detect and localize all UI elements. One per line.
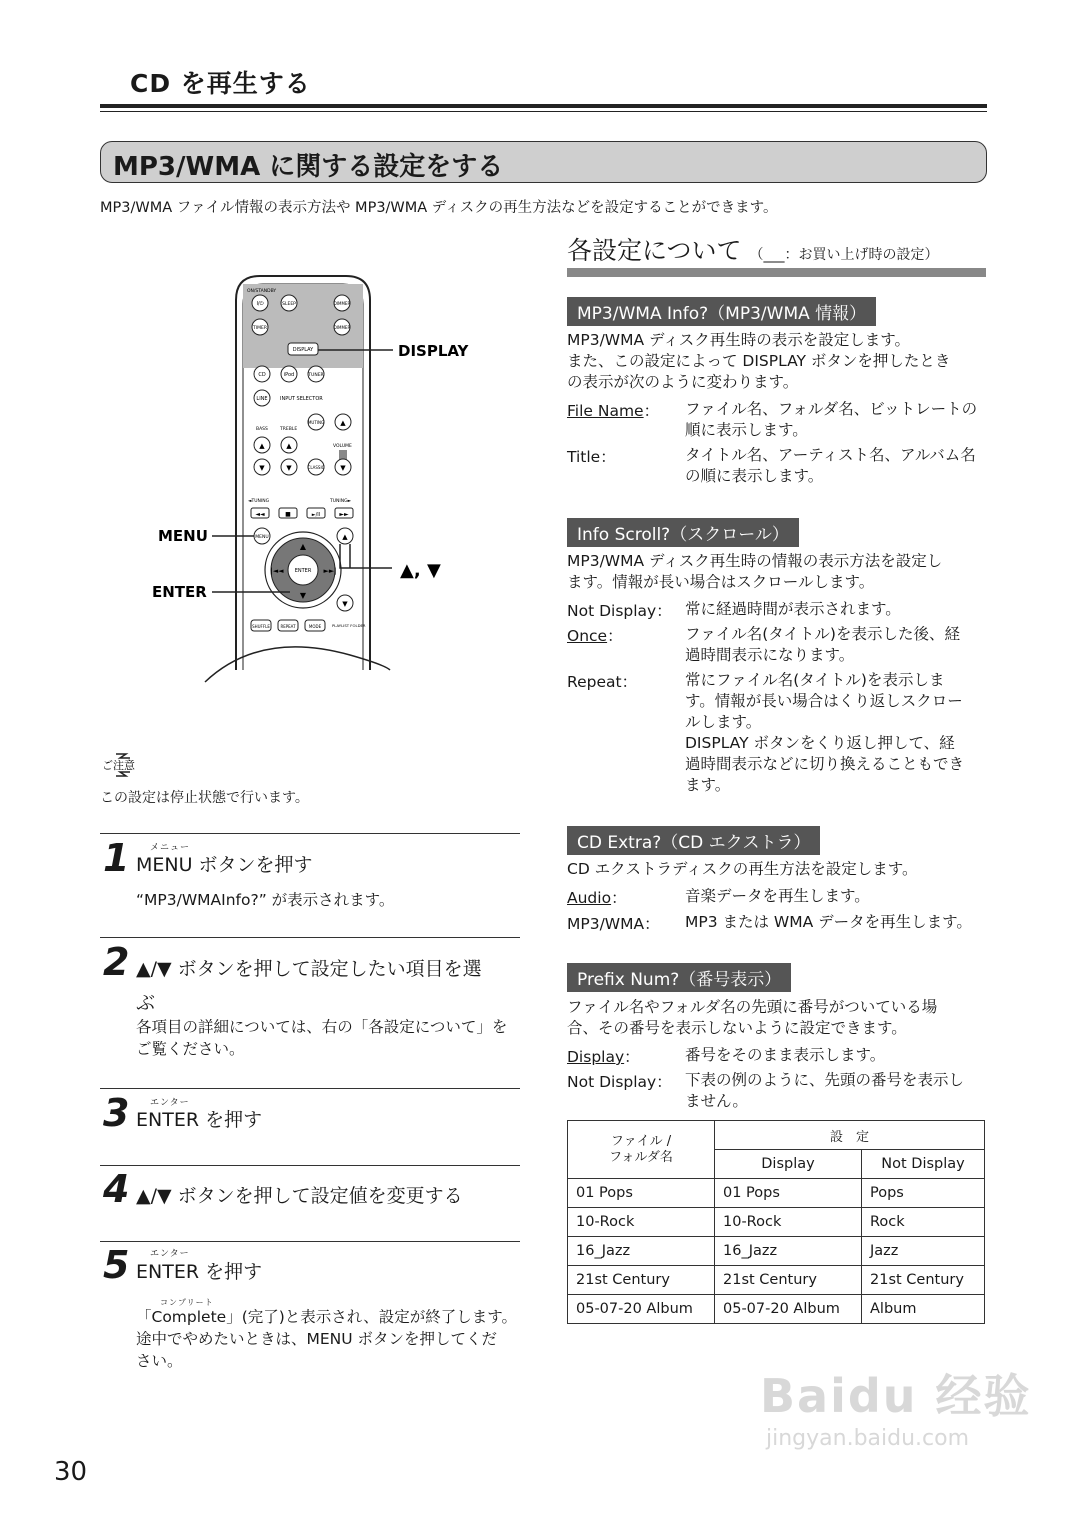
scroll-heading: Info Scroll?（スクロール） [567,518,799,547]
svg-text:▲: ▲ [286,442,292,450]
caution-text: この設定は停止状態で行います。 [100,790,309,806]
svg-text:◄◄: ◄◄ [255,511,265,518]
repeat-def: す。情報が長い場合はくり返しスクロー [685,692,963,710]
once-def: 過時間表示になります。 [685,646,855,664]
step-body-cont: ご覧ください。 [136,1040,245,1058]
step-ruby: エンター [150,1249,190,1259]
extra-para: CD エクストラディスクの再生方法を設定します。 [567,860,918,878]
table-row: 16_Jazz 16_Jazz Jazz [568,1237,985,1266]
svg-text:TUNING►: TUNING► [330,499,352,504]
step-title: ENTER を押す [136,1109,263,1131]
prefix-heading: Prefix Num?（番号表示） [567,963,791,992]
svg-text:TREBLE: TREBLE [280,427,298,432]
info-para: の表示が次のように変わります。 [567,373,799,391]
step-number: 4 [103,1167,130,1211]
settings-title-note: （___：お買い上げ時の設定） [749,247,939,263]
repeat-def: 過時間表示などに切り換えることもでき [685,755,965,773]
step-body: 「Complete」(完了)と表示され、設定が終了します。 [136,1308,517,1326]
step-title: ▲/▼ ボタンを押して設定したい項目を選 [136,958,482,980]
svg-text:LINE: LINE [256,396,268,402]
svg-text:iPod: iPod [283,372,295,378]
svg-text:REPEAT: REPEAT [280,624,296,629]
table-header-display: Display [715,1150,862,1179]
svg-text:▼: ▼ [259,464,265,472]
not-display-term: Not Display： [567,1073,672,1091]
svg-text:ENTER: ENTER [294,568,312,574]
svg-text:I/⏻: I/⏻ [256,301,264,307]
extra-heading: CD Extra?（CD エクストラ） [567,826,820,855]
step-title: ENTER を押す [136,1261,263,1283]
step-title-cont: ぶ [136,992,156,1014]
repeat-def: ルします。 [685,713,762,731]
step-number: 3 [103,1091,130,1135]
svg-text:■: ■ [285,511,291,518]
watermark-logo: Baidu 经验 [760,1369,1032,1423]
once-def: ファイル名(タイトル)を表示した後、経 [685,625,960,643]
svg-text:SHUFFLE: SHUFFLE [252,624,270,629]
mp3wma-def: MP3 または WMA データを再生します。 [685,913,972,931]
svg-text:|◄◄: |◄◄ [270,567,284,575]
svg-text:MENU: MENU [255,535,269,540]
step-body: 各項目の詳細については、右の「各設定について」を [136,1018,508,1036]
audio-term: Audio： [567,889,627,907]
svg-text:▼: ▼ [286,464,292,472]
header-rule-thin [100,111,987,112]
svg-text:▲: ▲ [259,442,265,450]
svg-text:TUNER: TUNER [308,373,324,378]
not-display-def: 常に経過時間が表示されます。 [685,600,901,618]
prefix-para: 合、その番号を表示しないように設定できます。 [567,1019,907,1037]
file-name-term: File Name： [567,402,660,420]
table-row: 05-07-20 Album 05-07-20 Album Album [568,1295,985,1324]
header-rule [100,104,987,108]
file-name-def: ファイル名、フォルダ名、ビットレートの [685,400,978,418]
step-ruby: メニュー [150,843,191,853]
page-number: 30 [54,1457,88,1487]
svg-text:TIMER: TIMER [253,326,267,331]
svg-text:▼: ▼ [299,591,307,600]
audio-def: 音楽データを再生します。 [685,887,870,905]
svg-text:DIMMER: DIMMER [333,325,351,330]
svg-text:BASS: BASS [256,427,268,432]
svg-text:CD: CD [258,372,266,378]
file-name-def: 順に表示します。 [685,421,808,439]
svg-text:▼: ▼ [342,600,348,608]
repeat-def: DISPLAY ボタンをくり返し押して、経 [685,734,955,752]
table-row: 10-Rock 10-Rock Rock [568,1208,985,1237]
svg-text:►►: ►► [339,511,349,518]
step-divider [100,937,520,938]
step-number: 1 [103,836,130,880]
menu-callout: MENU [158,527,208,545]
display-term: Display： [567,1048,640,1066]
title-def: タイトル名、アーティスト名、アルバム名 [685,446,976,464]
svg-text:◄TUNING: ◄TUNING [248,499,270,504]
display-def: 番号をそのまま表示します。 [685,1046,886,1064]
display-callout: DISPLAY [398,342,469,360]
once-term: Once： [567,627,623,645]
svg-text:▲: ▲ [299,542,307,551]
svg-text:INPUT SELECTOR: INPUT SELECTOR [280,396,323,402]
step-body: “MP3/WMAInfo?” が表示されます。 [136,891,395,909]
title-def: の順に表示します。 [685,467,824,485]
step-divider [100,833,520,834]
intro-text: MP3/WMA ファイル情報の表示方法や MP3/WMA ディスクの再生方法などを設定することができます。 [100,200,778,216]
repeat-term: Repeat： [567,673,638,691]
caution-label: ご注意 [102,759,135,772]
not-display-def: ません。 [685,1092,748,1110]
info-heading: MP3/WMA Info?（MP3/WMA 情報） [567,297,876,326]
arrows-callout: ▲, ▼ [400,560,441,581]
watermark-url: jingyan.baidu.com [766,1426,970,1451]
svg-text:▼: ▼ [340,464,346,472]
svg-text:VOLUME: VOLUME [333,444,352,449]
step-title: MENU ボタンを押す [136,854,313,876]
prefix-para: ファイル名やフォルダ名の先頭に番号がついている場 [567,998,938,1016]
svg-text:▲: ▲ [342,533,348,541]
settings-rule [567,268,986,277]
step-ruby: コンプリート [160,1298,214,1307]
section-title: MP3/WMA に関する設定をする [113,152,504,182]
enter-callout: ENTER [152,583,207,601]
step-title: ▲/▼ ボタンを押して設定値を変更する [136,1185,463,1207]
table-row: 01 Pops 01 Pops Pops [568,1179,985,1208]
step-divider [100,1165,520,1166]
step-number: 5 [103,1243,130,1287]
svg-text:CLASSIC: CLASSIC [307,465,325,470]
not-display-term: Not Display： [567,602,672,620]
info-para: また、この設定によって DISPLAY ボタンを押したとき [567,352,951,370]
repeat-def: ます。 [685,776,731,794]
svg-text:MUTING: MUTING [307,420,325,425]
table-row: 21st Century 21st Century 21st Century [568,1266,985,1295]
scroll-para: MP3/WMA ディスク再生時の情報の表示方法を設定し [567,552,943,570]
table-header-setting: 設 定 [715,1121,985,1150]
step-body-cont: 途中でやめたいときは、MENU ボタンを押してくだ [136,1330,498,1348]
table-header-file: ファイル / フォルダ名 [568,1121,715,1179]
step-divider [100,1088,520,1089]
step-body-cont: さい。 [136,1352,183,1370]
repeat-def: 常にファイル名(タイトル)を表示しま [685,671,945,689]
svg-text:PLAYLIST FOLDER: PLAYLIST FOLDER [332,623,366,628]
caution-icon [100,750,150,780]
mp3wma-term: MP3/WMA： [567,915,660,933]
step-divider [100,1241,520,1242]
standby-label: ON/STANDBY [247,289,277,294]
step-ruby: エンター [150,1098,190,1108]
svg-text:SLEEP: SLEEP [282,302,296,307]
settings-title: 各設定について （___：お買い上げ時の設定） [567,236,939,265]
svg-text:MODE: MODE [308,624,322,629]
watermark [760,1360,1032,1451]
table-header-notdisplay: Not Display [862,1150,985,1179]
info-para: MP3/WMA ディスク再生時の表示を設定します。 [567,331,911,349]
not-display-def: 下表の例のように、先頭の番号を表示し [685,1071,965,1089]
remote-illustration [150,270,480,690]
prefix-example-table [567,1120,985,1324]
svg-text:►/II: ►/II [311,512,321,518]
scroll-para: ます。情報が長い場合はスクロールします。 [567,573,875,591]
step-number: 2 [103,940,130,984]
svg-text:DIMMER: DIMMER [333,301,351,306]
svg-text:▲: ▲ [340,419,346,427]
title-term: Title： [567,448,616,466]
svg-text:DISPLAY: DISPLAY [292,347,314,353]
chapter-title: CD を再生する [130,69,311,98]
svg-text:►►|: ►►| [323,567,337,575]
